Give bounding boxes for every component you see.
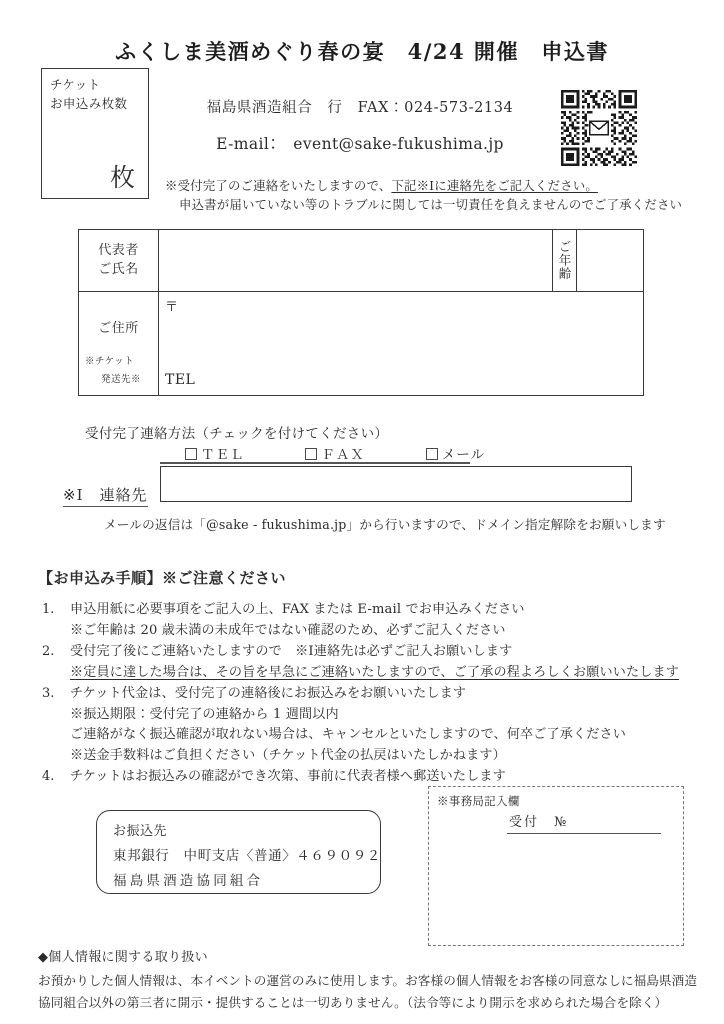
note-prefix: ※受付完了のご連絡をいたしますので、 — [165, 178, 392, 193]
office-use-title: ※事務局記入欄 — [437, 794, 520, 808]
list-item-line: ※振込期限：受付完了の連絡から 1 週間以内 — [70, 706, 339, 722]
note-underlined: 下記※Ⅰに連絡先をご記入ください。 — [391, 178, 598, 193]
contact-method-underline — [160, 462, 470, 464]
contact-method-title: 受付完了連絡方法（チェックを付けてください） — [85, 426, 389, 442]
list-item-line: ご連絡がなく振込確認が取れない場合は、キャンセルといたしますので、何卒ご了承ください — [70, 727, 626, 742]
bank-account-line: 東邦銀行 中町支店〈普通〉４６９０９２ — [113, 848, 381, 864]
table-age-value-divider — [576, 230, 577, 291]
list-item-line-underlined: ※定員に達した場合は、その旨を早急にご連絡いたしますので、ご了承の程よろしくお願いいたします — [70, 664, 679, 680]
contact-destination-label: ※Ⅰ 連絡先 — [63, 484, 148, 507]
applicant-info-table — [78, 229, 644, 396]
organization-fax-line: 福島県酒造組合 行 FAX：024-573-2134 — [206, 100, 514, 116]
list-item — [38, 767, 698, 788]
address-sub-note-2: 発送先※ — [101, 374, 142, 385]
mail-domain-note: メールの返信は「@sake - fukushima.jp」から行いますので、ドメイン指定解除をお願いします — [104, 517, 666, 532]
checkbox-icon-tel[interactable] — [185, 448, 197, 460]
checkbox-icon-fax[interactable] — [305, 448, 317, 460]
postal-code-mark: 〒 — [165, 300, 179, 315]
address-label-cell — [79, 291, 158, 396]
list-item-number: 4. — [42, 769, 55, 784]
email-line: E-mail： event@sake-fukushima.jp — [216, 135, 504, 153]
bank-account-holder: 福島県酒造協同組合 — [113, 873, 264, 889]
list-item-number: 1. — [42, 602, 55, 617]
checkbox-label-fax: ＦＡＸ — [321, 447, 365, 463]
contact-destination-input[interactable] — [160, 466, 632, 502]
ticket-label-line2: お申込み枚数 — [50, 96, 128, 111]
page-title: ふくしま美酒めぐり春の宴 4/24 開催 申込書 — [115, 39, 609, 64]
representative-name-label — [79, 230, 158, 291]
receipt-number-line — [507, 833, 661, 834]
address-label: ご住所 — [98, 321, 139, 336]
list-item — [38, 600, 698, 641]
checkbox-option-tel[interactable] — [185, 443, 245, 463]
list-item-text: 受付完了後にご連絡いたしますので ※Ⅰ連絡先は必ずご記入お願いします — [70, 644, 513, 659]
age-label: ご年齢 — [557, 240, 572, 281]
checkbox-option-mail[interactable] — [426, 443, 485, 463]
list-item-line: チケット代金は、受付完了の連絡後にお振込みをお願いいたします — [70, 686, 467, 701]
list-item-line: 申込用紙に必要事項をご記入の上、FAX または E-mail でお申込みください — [70, 602, 525, 617]
privacy-line-1: お預かりした個人情報は、本イベントの運営のみに使用します。お客様の個人情報をお客様の同意なしに福島県酒造 — [38, 973, 698, 988]
list-item-line: ※ご年齢は 20 歳未満の未成年ではない確認のため、必ずご記入ください — [70, 622, 506, 638]
list-item-line: チケットはお振込みの確認ができ次第、事前に代表者様へ郵送いたします — [70, 769, 506, 784]
list-item-line — [70, 642, 698, 663]
tel-mark: TEL — [165, 372, 196, 388]
checkbox-icon-mail[interactable] — [426, 448, 438, 460]
ticket-label-line1: チケット — [50, 77, 101, 92]
privacy-heading: ◆個人情報に関する取り扱い — [38, 950, 208, 965]
name-label-line2: ご氏名 — [98, 261, 139, 277]
list-item-number: 2. — [42, 644, 55, 659]
list-item — [38, 642, 698, 683]
trouble-disclaimer-note: 申込書が届いていない等のトラブルに関しては一切責任を負えませんのでご了承ください — [179, 197, 683, 212]
ticket-unit-label: 枚 — [109, 163, 135, 192]
procedure-list — [38, 600, 698, 789]
bank-transfer-box — [96, 810, 381, 894]
qr-code-with-envelope-icon — [561, 90, 637, 166]
list-item — [38, 684, 698, 766]
checkbox-option-fax[interactable] — [305, 443, 365, 463]
ticket-quantity-box[interactable] — [41, 68, 149, 199]
table-label-column-divider — [158, 230, 159, 395]
checkbox-label-tel: ＴＥＬ — [201, 447, 245, 463]
list-item-number: 3. — [42, 686, 55, 701]
receipt-number-label: 受付 № — [509, 815, 569, 830]
bank-heading: お振込先 — [113, 824, 168, 839]
name-label-line1: 代表者 — [98, 242, 139, 258]
list-item-line: ※送金手数料はご負担ください（チケット代金の払戻はいたしかねます） — [70, 747, 506, 763]
receipt-confirmation-note — [165, 176, 598, 194]
procedure-heading: 【お申込み手順】※ご注意ください — [38, 569, 287, 587]
checkbox-label-mail: メール — [441, 447, 485, 463]
table-row-divider — [79, 291, 643, 292]
contact-method-options — [185, 443, 485, 463]
office-use-box — [428, 786, 684, 946]
privacy-line-2: 協同組合以外の第三者に開示・提供することは一切ありません。（法令等により開示を求められた場合を除く） — [38, 995, 668, 1010]
address-sub-note-1: ※チケット — [85, 356, 135, 367]
